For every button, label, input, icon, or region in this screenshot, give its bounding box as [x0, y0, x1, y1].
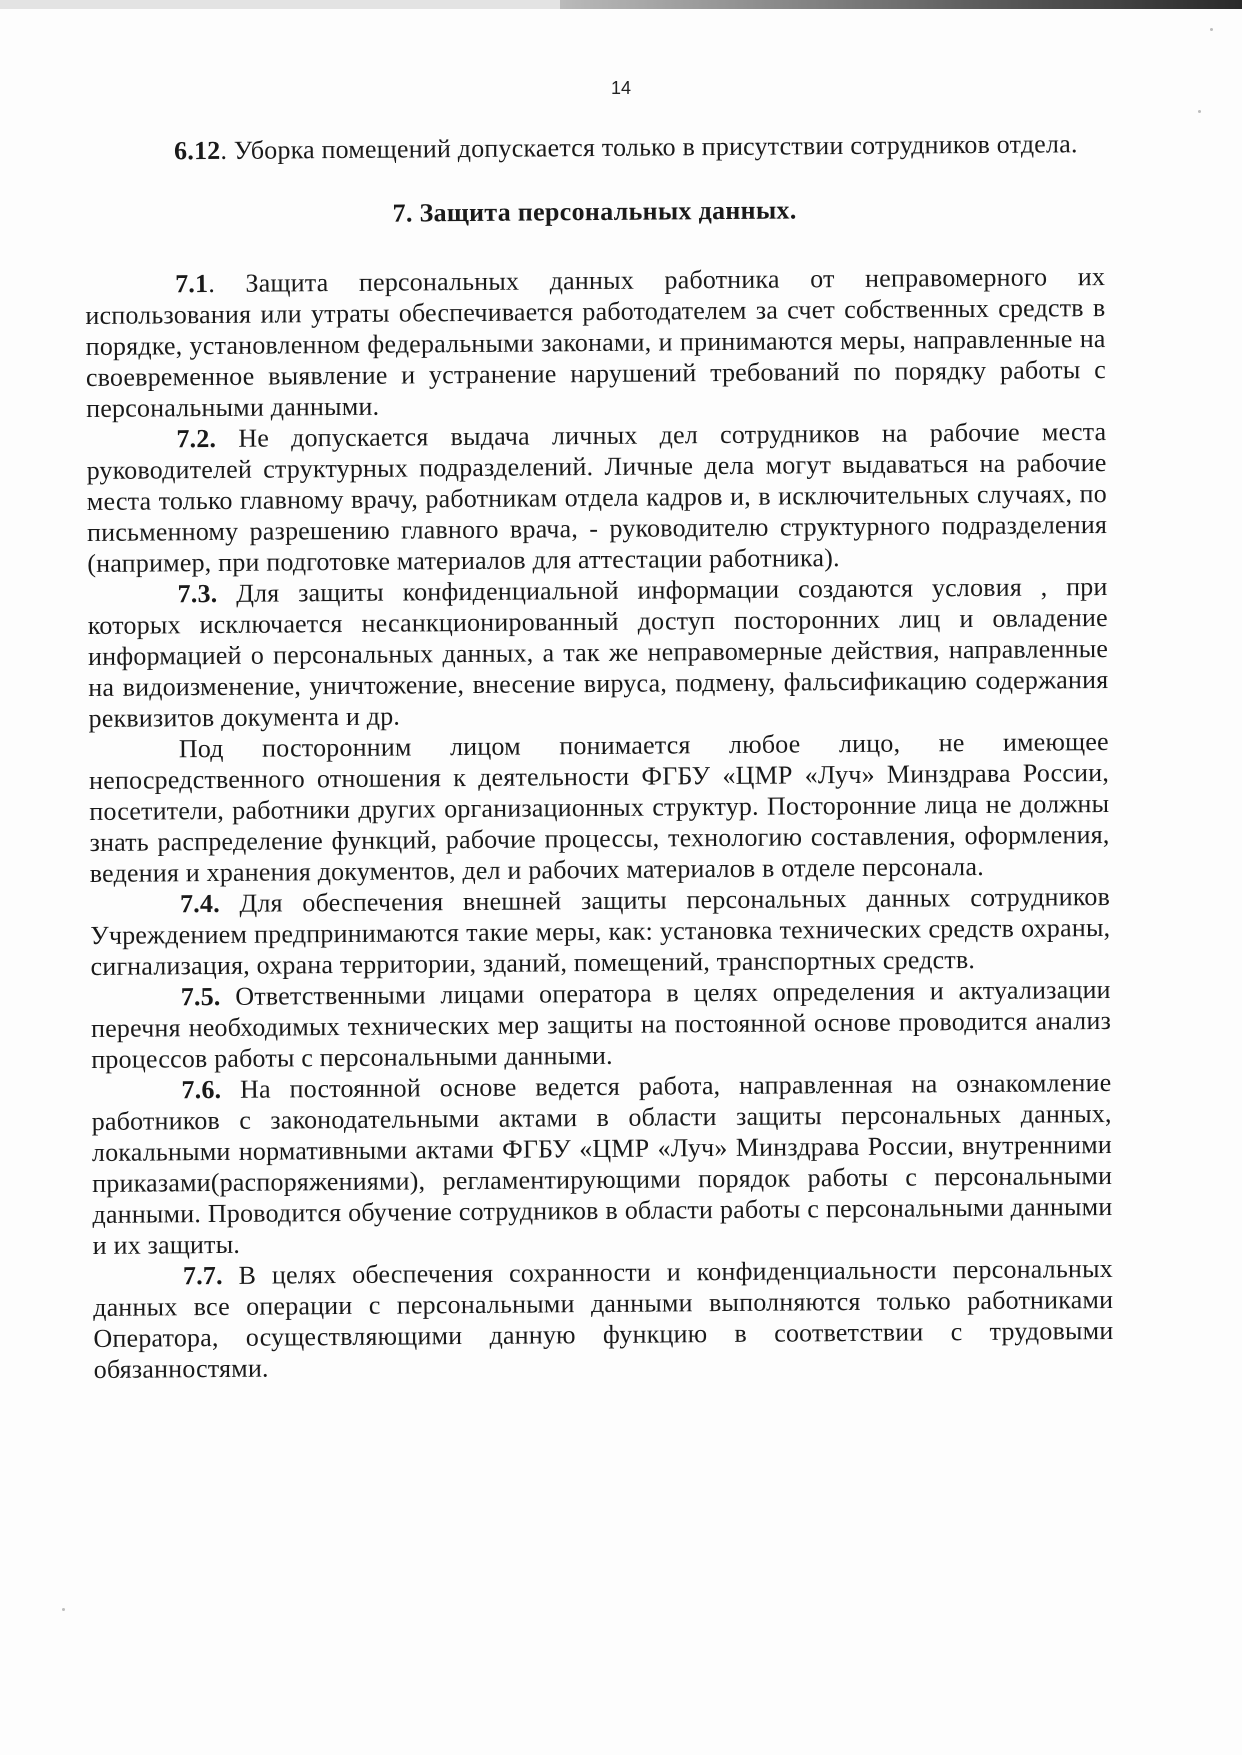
paragraph-text: Под посторонним лицом понимается любое лицо, не имеющее непосредственного отношения к деятельности ФГБУ «ЦМР «Луч» Минздрава России, посетители, работники других организационных структур. Посторонние лица не должны знать распределение функций, рабочие процессы, технологию составления, оформления, ведения и хранения документов, дел и рабочих материалов в отделе персонала.: [88, 726, 1110, 888]
scan-speck: [1198, 110, 1201, 113]
page-number: 14: [610, 78, 632, 98]
paragraph-number: 7.5.: [180, 981, 221, 1012]
scan-speck: [62, 1608, 65, 1611]
paragraph-7-3: [87, 571, 1108, 734]
document-body: [84, 128, 1114, 1385]
paragraph-text: На постоянной основе ведется работа, направленная на ознакомление работников с законодательными актами в области защиты персональных данных, локальными нормативными актами ФГБУ «ЦМР «Луч» Минздрава России, внутренними приказами(распоряжениями), регламентирующими порядок работы с персональными данными. Проводится обучение сотрудников в области работы с персональными данными и их защиты.: [91, 1067, 1113, 1260]
paragraph-number: 7.6.: [181, 1074, 222, 1105]
paragraph-7-2: [86, 416, 1107, 579]
paragraph-text: Не допускается выдача личных дел сотрудников на рабочие места руководителей структурных подразделений. Личные дела могут выдаваться на рабочие места только главному врачу, работникам отдела кадров и, в исключительных случаях, по письменному разрешению главного врача, - руководителю структурного подразделения (например, при подготовке материалов для аттестации работника).: [86, 416, 1108, 578]
paragraph-number: 6.12: [174, 135, 221, 166]
paragraph-7-5: [91, 974, 1112, 1075]
paragraph-outsider-definition: [89, 726, 1110, 889]
paragraph-text: . Уборка помещений допускается только в присутствии сотрудников отдела.: [220, 129, 1078, 165]
paragraph-text: Для обеспечения внешней защиты персональных данных сотрудников Учреждением предпринимаются такие меры, как: установка технических средств охраны, сигнализация, охрана территории, зданий, помещений, транспортных средств.: [90, 881, 1111, 981]
paragraph-text: Ответственными лицами оператора в целях определения и актуализации перечня необходимых технических мер защиты на постоянной основе проводится анализ процессов работы с персональными данными.: [90, 974, 1112, 1074]
paragraph-number: 7.4.: [179, 888, 220, 919]
paragraph-number: 7.1: [175, 269, 209, 299]
paragraph-text: . Защита персональных данных работника от неправомерного их использования или утраты обеспечивается работодателем за счет собственных средств в порядке, установленном федеральными законами, и принимаются меры, направленные на своевременное выявление и устранение нарушений требований по порядку работы с персональными данными.: [85, 261, 1106, 423]
paragraph-7-7: [93, 1253, 1114, 1385]
paragraph-7-1: [85, 261, 1106, 424]
paragraph-7-6: [91, 1067, 1112, 1261]
paragraph-7-4: [90, 881, 1111, 982]
scan-speck: [1210, 28, 1213, 31]
paragraph-number: 7.3.: [177, 578, 218, 609]
section-heading: 7. Защита персональных данных.: [392, 195, 797, 228]
paragraph-number: 7.2.: [176, 423, 217, 454]
scan-edge-light: [0, 0, 560, 9]
paragraph-6-12: [84, 128, 1104, 167]
paragraph-text: В целях обеспечения сохранности и конфиденциальности персональных данных все операции с персональными данными выполняются только работниками Оператора, осуществляющими данную функцию в соответствии с трудовыми обязанностями.: [93, 1253, 1114, 1384]
paragraph-text: Для защиты конфиденциальной информации создаются условия , при которых исключается несанкционированный доступ посторонних лиц и овладение информацией о персональных данных, а так же неправомерные действия, направленные на видоизменение, уничтожение, внесение вируса, подмену, фальсификацию содержания реквизитов документа и др.: [87, 571, 1109, 733]
paragraph-number: 7.7.: [182, 1260, 223, 1291]
